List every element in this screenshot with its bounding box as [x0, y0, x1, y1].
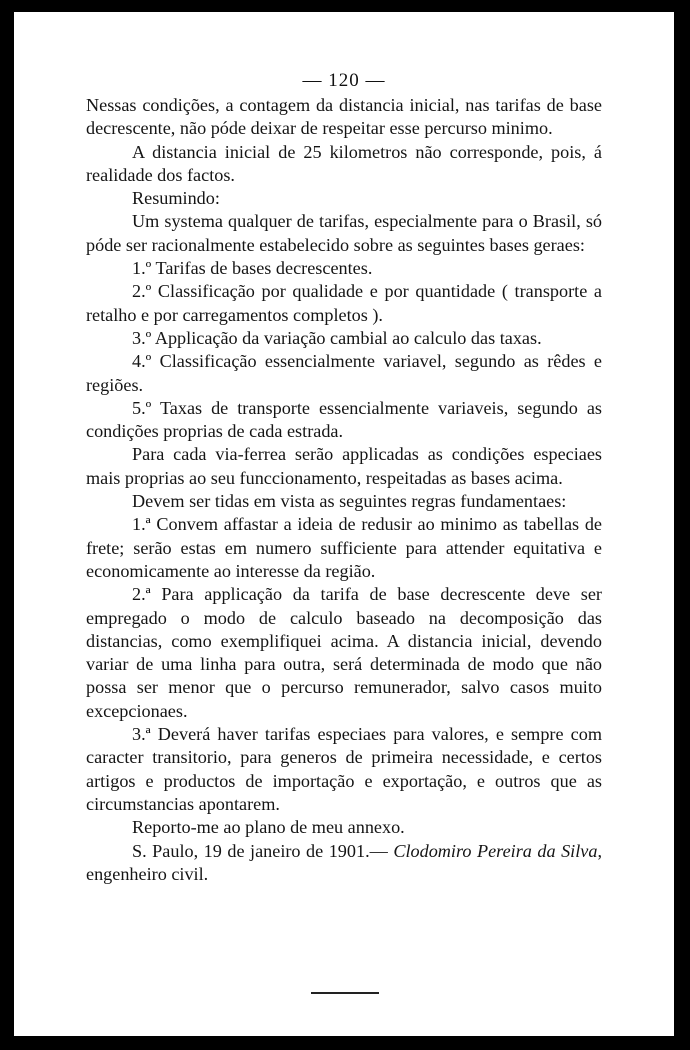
place-date: S. Paulo, 19 de janeiro de 1901.—	[132, 840, 394, 861]
list-item-base-2: 2.º Classificação por qualidade e por quantidade ( transporte a retalho e por carregamentos completos ).	[86, 281, 602, 325]
paragraph-2: A distancia inicial de 25 kilometros não corresponde, pois, á realidade dos factos.	[86, 141, 602, 185]
end-rule	[311, 992, 379, 994]
list-item-base-5: 5.º Taxas de transporte essencialmente variaveis, segundo as condições proprias de cada estrada.	[86, 397, 602, 442]
list-item-rule-1: 1.ª Convem affastar a ideia de redusir ao minimo as tabellas de frete; serão estas em numero sufficiente para attender equitativa e economicamente ao interesse da região.	[86, 514, 602, 581]
list-item-rule-3: 3.ª Deverá haver tarifas especiaes para valores, e sempre com caracter transitorio, para generos de primeira necessidade, e certos artigos e productos de importação e exportação, e outros que as circumstancias apontarem.	[86, 724, 602, 814]
page-number: — 120 —	[302, 70, 386, 91]
paragraph-1: Nessas condições, a contagem da distancia inicial, nas tarifas de base decrescente, não póde deixar de respeitar esse percurso minimo.	[86, 95, 602, 139]
list-item-base-4: 4.º Classificação essencialmente variavel, segundo as rêdes e regiões.	[86, 351, 602, 395]
list-item-base-3: 3.º Applicação da variação cambial ao calculo das taxas.	[132, 327, 542, 348]
list-item-base-1: 1.º Tarifas de bases decrescentes.	[132, 258, 373, 279]
paragraph-4: Um systema qualquer de tarifas, especialmente para o Brasil, só póde ser racionalmente estabelecido sobre as seguintes bases geraes:	[86, 211, 602, 255]
closing-signature	[86, 840, 602, 887]
author-title: , engenheiro civil.	[86, 840, 602, 884]
page-body	[86, 94, 602, 886]
book-page	[14, 12, 674, 1036]
paragraph-11: Devem ser tidas em vista as seguintes regras fundamentaes:	[132, 491, 567, 512]
paragraph-3: Resumindo:	[132, 188, 220, 209]
author-name: Clodomiro Pereira da Silva	[393, 840, 598, 861]
list-item-rule-2: 2.ª Para applicação da tarifa de base decrescente deve ser empregado o modo de calculo baseado na decomposição das distancias, como exemplifiquei acima. A distancia inicial, devendo variar de uma linha para outra, será determinada de modo que não possa ser menor que o percurso remunerador, salvo casos muito excepcionaes.	[86, 584, 602, 721]
paragraph-10: Para cada via-ferrea serão applicadas as condições especiaes mais proprias ao seu funccionamento, respeitadas as bases acima.	[86, 444, 602, 488]
paragraph-15: Reporto-me ao plano de meu annexo.	[132, 817, 405, 838]
